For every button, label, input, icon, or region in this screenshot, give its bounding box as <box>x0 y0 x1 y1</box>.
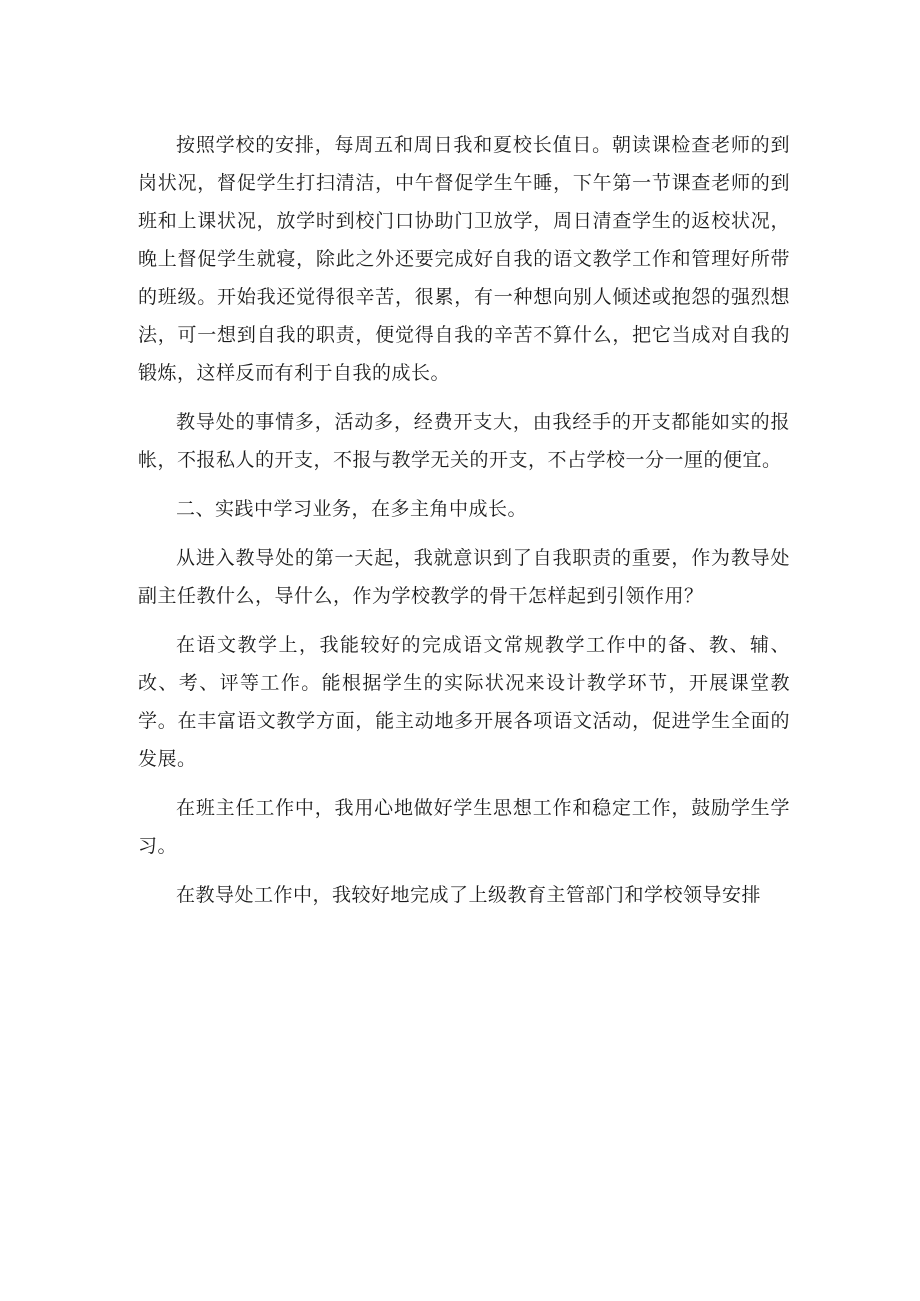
paragraph-expenses: 教导处的事情多，活动多，经费开支大，由我经手的开支都能如实的报帐，不报私人的开支，不报与教学无关的开支，不占学校一分一厘的便宜。 <box>138 411 790 471</box>
document-body <box>138 126 790 925</box>
paragraph-academic-office: 在教导处工作中，我较好地完成了上级教育主管部门和学校领导安排 <box>176 884 762 906</box>
section-heading-practice: 二、实践中学习业务，在多主角中成长。 <box>176 498 528 520</box>
paragraph-responsibility: 从进入教导处的第一天起，我就意识到了自我职责的重要，作为教导处副主任教什么，导什么，作为学校教学的骨干怎样起到引领作用？ <box>138 547 790 607</box>
paragraph-chinese-teaching: 在语文教学上，我能较好的完成语文常规教学工作中的备、教、辅、改、考、评等工作。能根据学生的实际状况来设计教学环节，开展课堂教学。在丰富语文教学方面，能主动地多开展各项语文活动，促进学生全面的发展。 <box>138 634 790 770</box>
paragraph-duty-schedule: 按照学校的安排，每周五和周日我和夏校长值日。朝读课检查老师的到岗状况，督促学生打扫清洁，中午督促学生午睡，下午第一节课查老师的到班和上课状况，放学时到校门口协助门卫放学，周日清查学生的返校状况，晚上督促学生就寝，除此之外还要完成好自我的语文教学工作和管理好所带的班级。开始我还觉得很辛苦，很累，有一种想向别人倾述或抱怨的强烈想法，可一想到自我的职责，便觉得自我的辛苦不算什么，把它当成对自我的锻炼，这样反而有利于自我的成长。 <box>138 134 790 384</box>
paragraph-class-teacher: 在班主任工作中，我用心地做好学生思想工作和稳定工作，鼓励学生学习。 <box>138 797 790 857</box>
